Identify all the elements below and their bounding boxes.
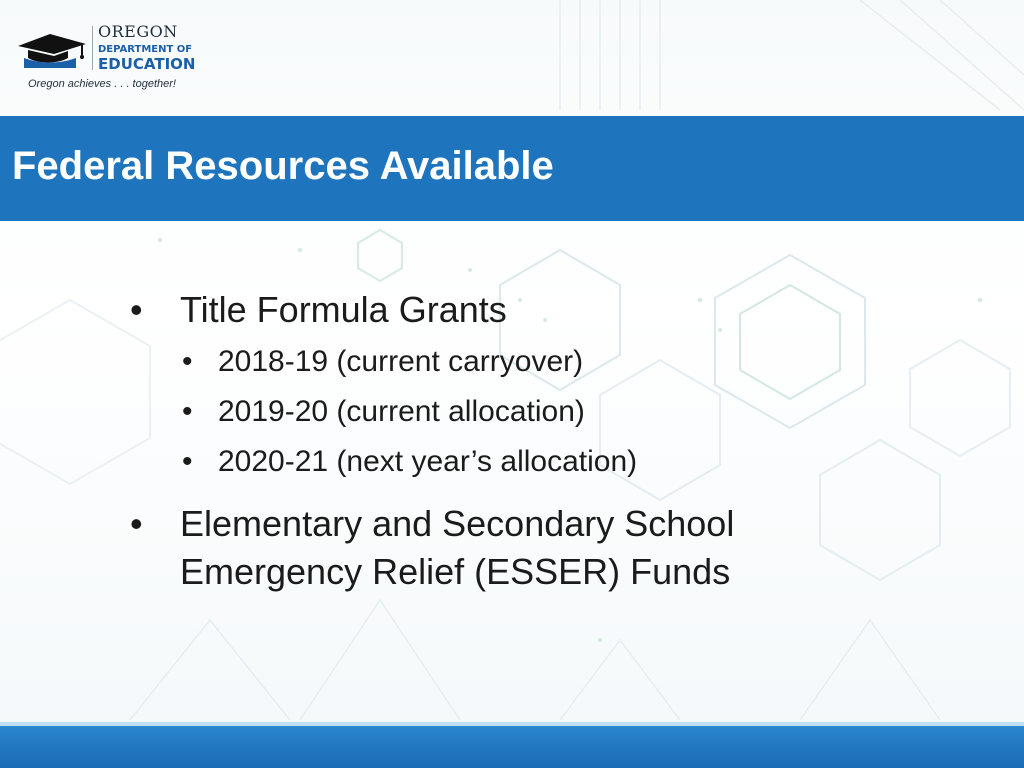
bullet-text [180,500,734,596]
bullet-text-line-1: Elementary and Secondary School [180,503,735,544]
bullet-marker: • [182,445,193,478]
bullet-text-line-2: Emergency Relief (ESSER) Funds [180,551,731,592]
bullet-marker: • [130,289,143,330]
bullet-marker: • [130,503,143,544]
bullet-marker: • [182,395,193,428]
logo-department-text: DEPARTMENT OF [98,44,193,55]
sub-bullet-text: 2020-21 (next year’s allocation) [218,445,638,478]
bullet-marker: • [182,345,193,378]
sub-bullet-text: 2018-19 (current carryover) [218,345,584,378]
bullet-text: Title Formula Grants [180,289,507,330]
footer-bar [0,726,1024,768]
slide-title: Federal Resources Available [12,144,554,188]
logo-oregon-text: OREGON [98,22,178,41]
logo-education-text: EDUCATION [98,55,196,73]
sub-bullet-text: 2019-20 (current allocation) [218,395,585,428]
logo-tagline: Oregon achieves . . . together! [28,78,176,90]
